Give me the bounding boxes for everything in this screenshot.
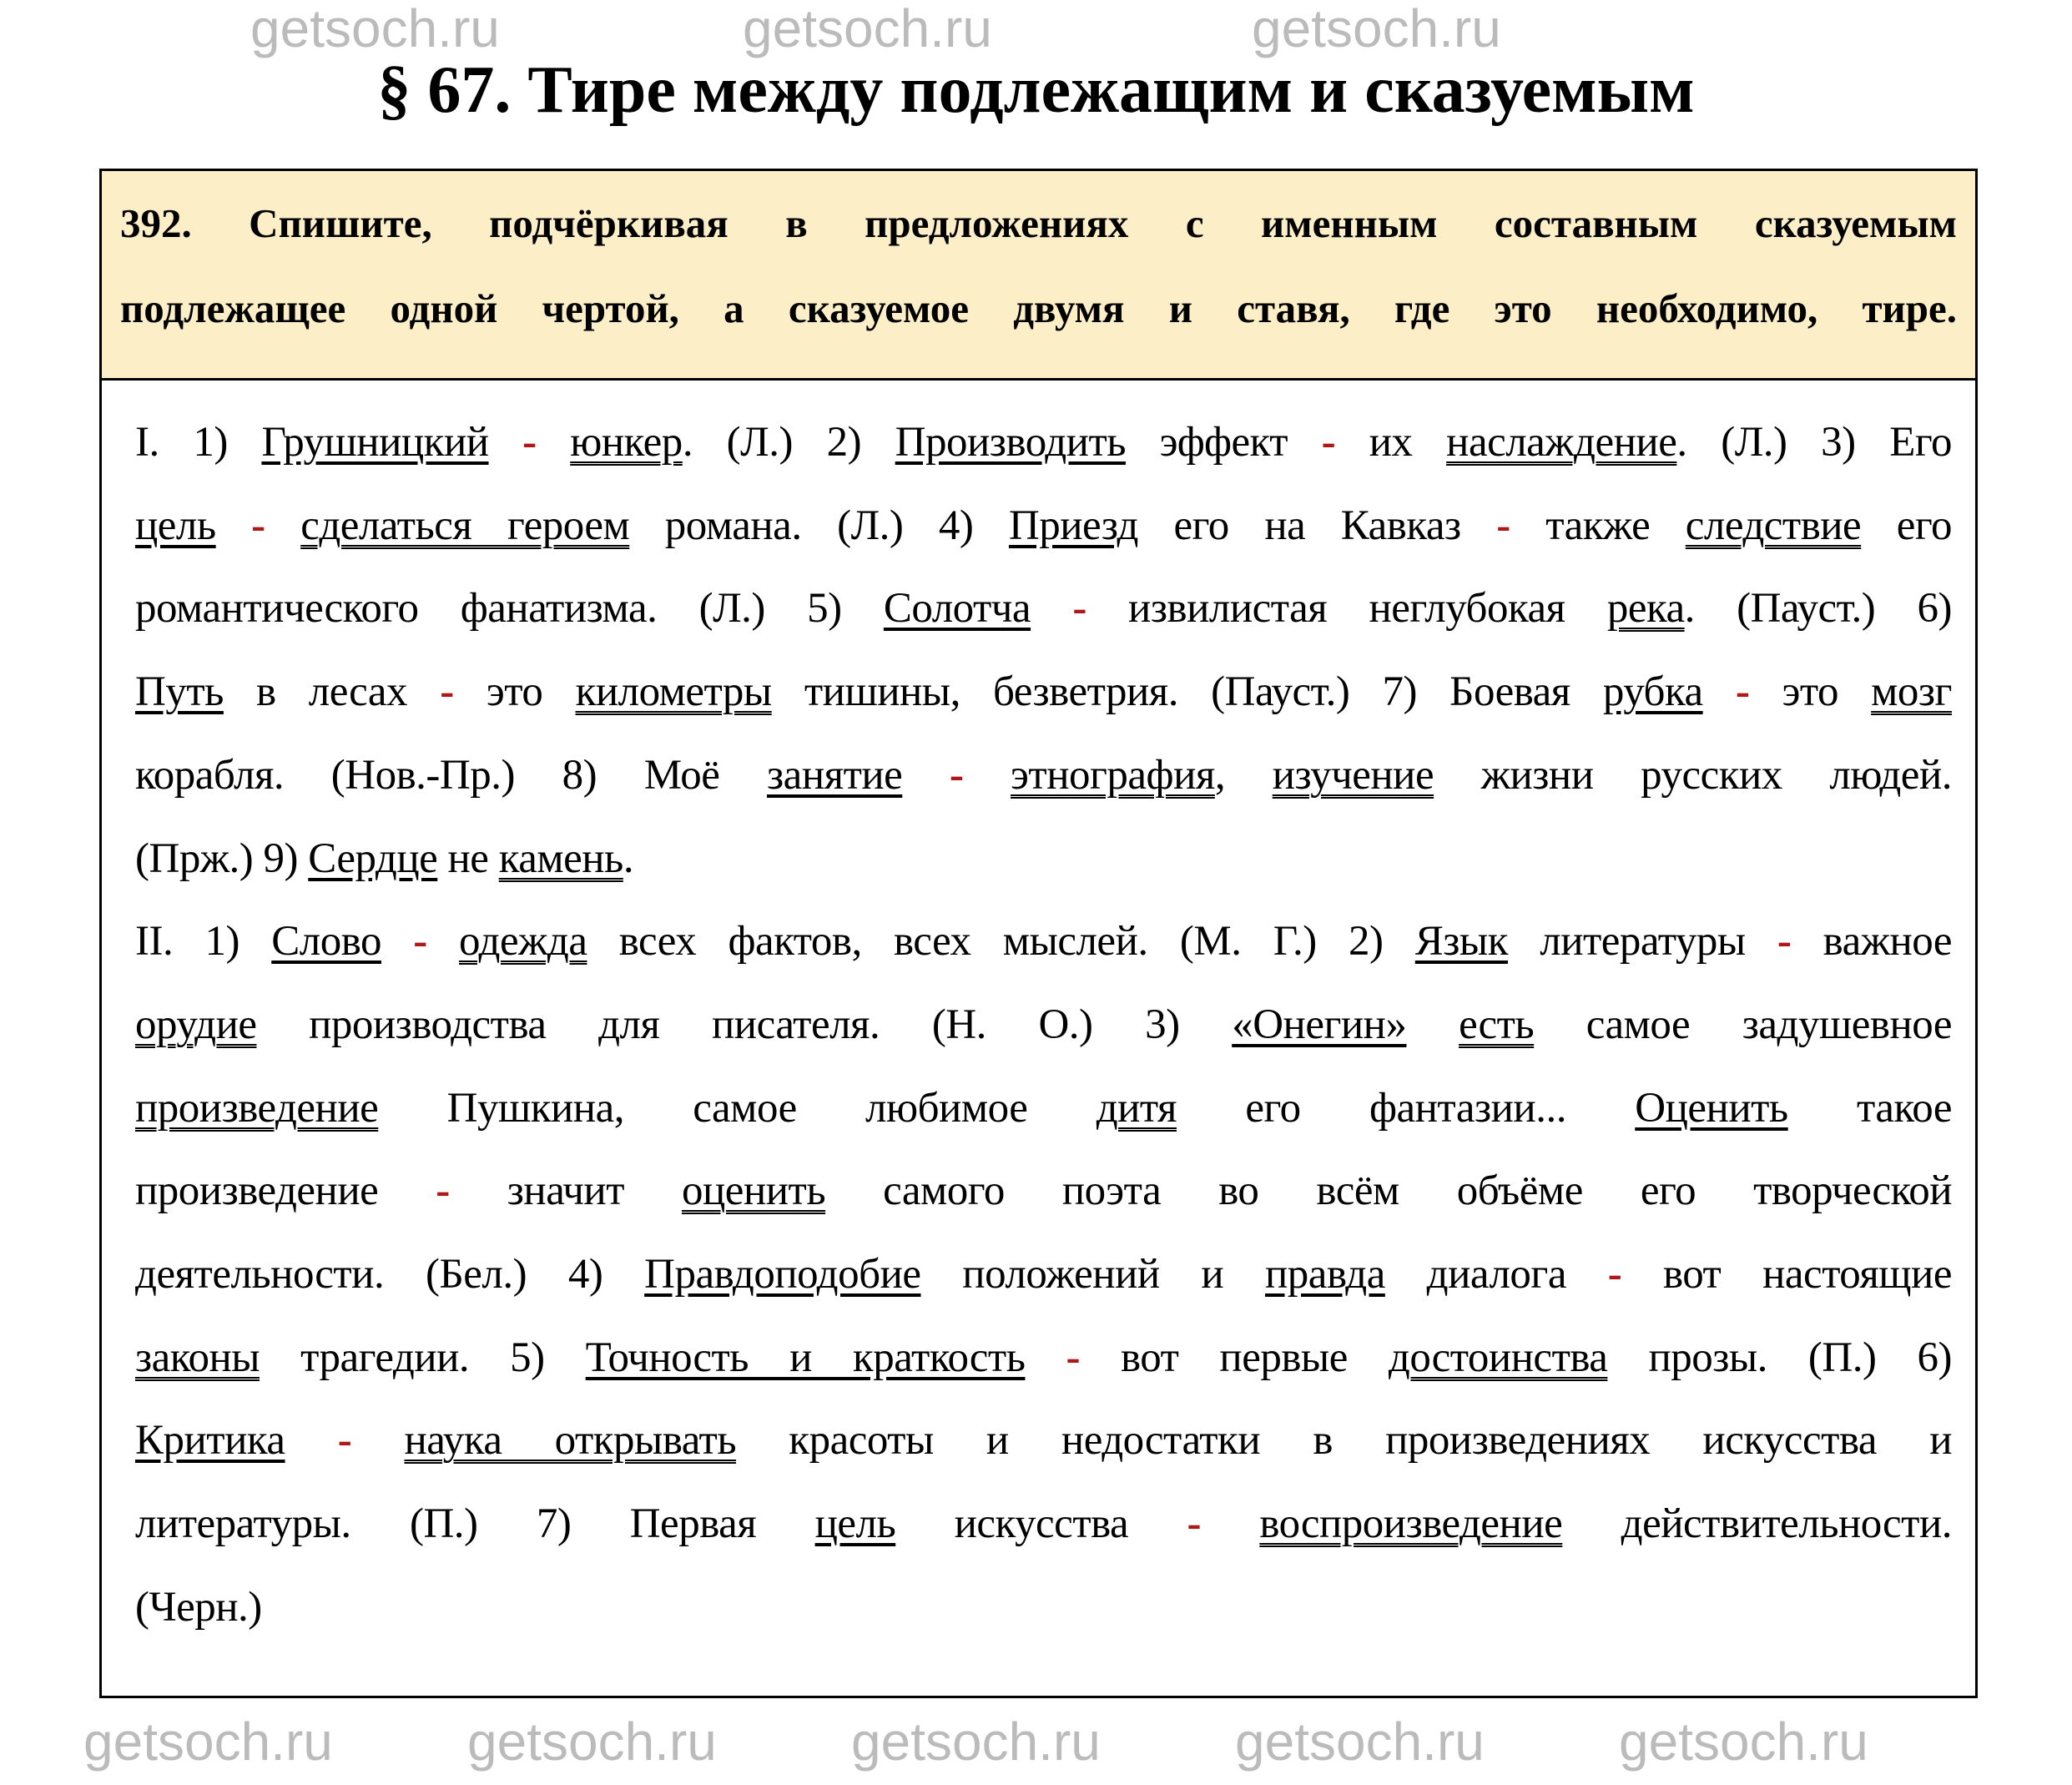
subject-word: Критика: [135, 1417, 285, 1465]
text-line: [135, 1399, 1952, 1483]
text-line: [135, 1067, 1952, 1151]
subject-word: Приезд: [1008, 502, 1138, 549]
text-line: [135, 818, 1952, 901]
subject-word: Путь: [135, 668, 224, 716]
predicate-word: километры: [575, 668, 772, 716]
plain-text: [381, 918, 413, 965]
dash-mark: -: [1072, 585, 1086, 633]
subject-word: Слово: [271, 918, 381, 966]
watermark: getsoch.ru: [250, 0, 500, 58]
predicate-word: законы: [135, 1334, 260, 1381]
plain-text: значит: [449, 1167, 683, 1215]
plain-text: . (Пауст.) 6): [1684, 585, 1953, 633]
plain-text: [963, 752, 1011, 799]
predicate-word: камень: [498, 835, 623, 882]
plain-text: [351, 1417, 404, 1464]
dash-mark: -: [522, 419, 537, 466]
plain-text: литературы: [1507, 918, 1777, 966]
plain-text: важное: [1791, 918, 1953, 966]
exercise-box: [99, 169, 1978, 1698]
plain-text: . (Л.) 2): [682, 419, 895, 466]
plain-text: красоты и недостатки в произведениях искусства и: [736, 1417, 1953, 1465]
plain-text: не: [437, 835, 499, 882]
dash-mark: -: [1187, 1500, 1201, 1548]
subject-word: занятие: [767, 751, 903, 799]
watermark: getsoch.ru: [1252, 0, 1501, 58]
plain-text: положений и: [920, 1251, 1266, 1298]
subject-word: правда: [1265, 1251, 1385, 1298]
predicate-word: сделаться героем: [300, 502, 630, 549]
plain-text: трагедии. 5): [260, 1334, 586, 1381]
dash-mark: -: [1496, 502, 1510, 549]
dash-mark: -: [1321, 419, 1336, 466]
plain-text: действительности.: [1562, 1500, 1952, 1548]
subject-word: Производить: [895, 419, 1127, 466]
plain-text: эффект: [1126, 419, 1322, 466]
subject-word: Грушницкий: [261, 419, 489, 466]
plain-text: самого поэта во всём объёме его творческой: [825, 1167, 1953, 1215]
text-line: [135, 1317, 1952, 1400]
subject-word: «Онегин»: [1232, 1001, 1407, 1048]
dash-mark: -: [1066, 1334, 1080, 1381]
watermark: getsoch.ru: [467, 1712, 717, 1772]
plain-text: [427, 918, 459, 965]
watermark: getsoch.ru: [1619, 1712, 1868, 1772]
plain-text: [1031, 585, 1072, 632]
plain-text: [902, 752, 950, 799]
plain-text: романа. (Л.) 4): [629, 502, 1009, 549]
plain-text: литературы. (П.) 7) Первая: [135, 1500, 815, 1548]
plain-text: ,: [1214, 751, 1273, 799]
plain-text: Пушкина, самое любимое: [378, 1084, 1096, 1132]
watermark: getsoch.ru: [851, 1712, 1101, 1772]
dash-mark: -: [1777, 918, 1792, 966]
task-text-line: подлежащее одной чертой, а сказуемое двумя и ставя, где это необходимо, тире.: [120, 285, 1957, 331]
dash-mark: -: [1735, 668, 1750, 716]
text-line: [135, 1566, 1952, 1650]
plain-text: . (Л.) 3) Его: [1676, 419, 1953, 466]
predicate-word: мозг: [1871, 668, 1952, 716]
plain-text: их: [1335, 419, 1447, 466]
dash-mark: -: [413, 918, 427, 966]
plain-text: производства для писателя. (Н. О.) 3): [256, 1001, 1233, 1048]
dash-mark: -: [440, 668, 454, 716]
subject-word: Солотча: [883, 585, 1031, 633]
watermark: getsoch.ru: [1235, 1712, 1485, 1772]
plain-text: II. 1): [135, 918, 272, 966]
predicate-word: одежда: [459, 918, 587, 966]
subject-word: Точность и краткость: [585, 1334, 1026, 1381]
subject-word: цель: [814, 1500, 896, 1548]
text-line: [135, 651, 1952, 734]
predicate-word: изучение: [1272, 751, 1434, 799]
plain-text: I. 1): [135, 419, 262, 466]
predicate-word: произведение: [135, 1084, 379, 1132]
watermark: getsoch.ru: [83, 1712, 333, 1772]
plain-text: [1406, 1001, 1459, 1048]
predicate-word: есть: [1459, 1001, 1535, 1048]
plain-text: [1703, 668, 1736, 715]
predicate-word: оценить: [682, 1167, 826, 1215]
plain-text: романтического фанатизма. (Л.) 5): [135, 585, 884, 633]
predicate-word: следствие: [1685, 502, 1862, 549]
plain-text: тишины, безветрия. (Пауст.) 7) Боевая: [771, 668, 1603, 716]
plain-text: деятельности. (Бел.) 4): [135, 1251, 645, 1298]
text-line: [135, 485, 1952, 568]
plain-text: [537, 419, 571, 466]
plain-text: его фантазии...: [1177, 1084, 1636, 1132]
page-title: § 67. Тире между подлежащим и сказуемым: [377, 53, 1695, 127]
plain-text: также: [1510, 502, 1686, 549]
plain-text: в лесах: [223, 668, 441, 716]
predicate-word: река: [1606, 585, 1685, 633]
text-line: [135, 1483, 1952, 1566]
text-line: [135, 567, 1952, 651]
plain-text: жизни русских людей.: [1434, 751, 1952, 799]
subject-word: рубка: [1602, 668, 1703, 716]
plain-text: вот настоящие: [1621, 1251, 1952, 1298]
predicate-word: орудие: [135, 1001, 257, 1048]
plain-text: [489, 419, 523, 466]
dash-mark: -: [436, 1167, 450, 1215]
plain-text: его на Кавказ: [1138, 502, 1497, 549]
plain-text: это: [1749, 668, 1872, 716]
subject-word: Правдоподобие: [644, 1251, 921, 1298]
plain-text: .: [623, 835, 634, 882]
plain-text: самое задушевное: [1534, 1001, 1953, 1048]
subject-word: Сердце: [308, 835, 438, 882]
plain-text: произведение: [135, 1167, 436, 1215]
plain-text: (Прж.) 9): [135, 835, 309, 882]
answer-text: [102, 381, 1975, 1650]
plain-text: прозы. (П.) 6): [1607, 1334, 1953, 1381]
watermark: getsoch.ru: [743, 0, 992, 58]
text-line: [135, 900, 1952, 984]
text-line: [135, 734, 1952, 818]
plain-text: извилистая неглубокая: [1086, 585, 1607, 633]
predicate-word: юнкер: [570, 419, 683, 466]
task-text-line: 392. Спишите, подчёркивая в предложениях с именным составным сказуемым: [120, 200, 1957, 246]
dash-mark: -: [1607, 1251, 1622, 1298]
plain-text: [1025, 1334, 1066, 1381]
plain-text: его: [1861, 502, 1953, 549]
text-line: [135, 1233, 1952, 1317]
plain-text: всех фактов, всех мыслей. (М. Г.) 2): [587, 918, 1415, 966]
plain-text: [265, 502, 301, 549]
subject-word: Оценить: [1635, 1084, 1788, 1132]
subject-word: цель: [135, 502, 216, 549]
predicate-word: наслаждение: [1446, 419, 1677, 466]
plain-text: [285, 1417, 338, 1464]
predicate-word: дитя: [1096, 1084, 1177, 1132]
plain-text: такое: [1787, 1084, 1952, 1132]
plain-text: [216, 502, 252, 549]
predicate-word: достоинства: [1388, 1334, 1608, 1381]
plain-text: (Черн.): [135, 1583, 262, 1631]
plain-text: корабля. (Нов.-Пр.) 8) Моё: [135, 751, 768, 799]
predicate-word: воспроизведение: [1259, 1500, 1563, 1548]
plain-text: искусства: [895, 1500, 1187, 1548]
dash-mark: -: [337, 1417, 352, 1465]
predicate-word: наука открывать: [404, 1417, 737, 1465]
text-line: [135, 1150, 1952, 1233]
dash-mark: -: [949, 751, 964, 799]
plain-text: диалога: [1384, 1251, 1608, 1298]
plain-text: это: [453, 668, 576, 716]
predicate-word: этнография: [1011, 751, 1215, 799]
text-line: [135, 984, 1952, 1067]
task-header: [102, 171, 1975, 381]
plain-text: вот первые: [1080, 1334, 1389, 1381]
plain-text: [1201, 1500, 1259, 1547]
dash-mark: -: [251, 502, 265, 549]
subject-word: Язык: [1414, 918, 1508, 966]
text-line: [135, 401, 1952, 485]
